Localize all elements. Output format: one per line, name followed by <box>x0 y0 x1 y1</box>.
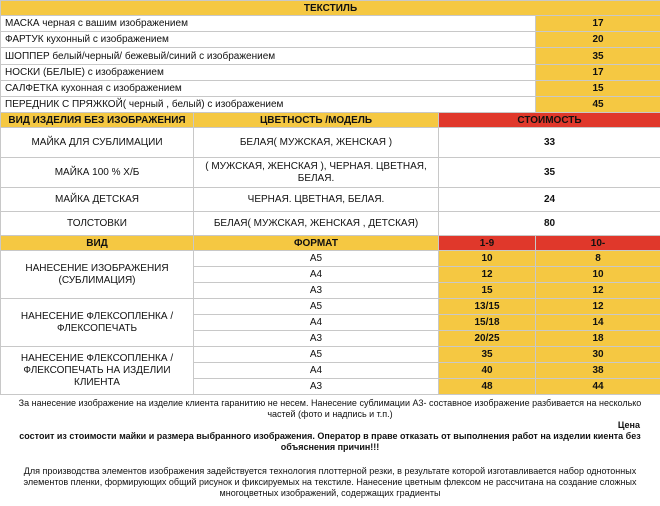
printing-price-1-9: 15 <box>439 283 536 299</box>
printing-group-name: НАНЕСЕНИЕ ФЛЕКСОПЛЕНКА /ФЛЕКСОПЕЧАТЬ <box>1 299 194 347</box>
price-composition-text: состоит из стоимости майки и размера выбранного изображения. Оператор в праве отказать от выполнения работ на изделии киента без объяснения причин!!! <box>19 431 641 452</box>
table-row <box>1 97 660 113</box>
table-row <box>1 212 660 236</box>
table-row <box>1 251 660 267</box>
column-header-kind: ВИД <box>1 236 194 251</box>
printing-price-1-9: 40 <box>439 363 536 379</box>
table-row <box>1 128 660 158</box>
textile-item-name: НОСКИ (БЕЛЫЕ) с изображением <box>1 65 536 81</box>
printing-price-10: 12 <box>536 283 660 299</box>
column-header-qty-10: 10- <box>536 236 660 251</box>
table-row <box>1 16 660 32</box>
blank-item-color: БЕЛАЯ( МУЖСКАЯ, ЖЕНСКАЯ , ДЕТСКАЯ) <box>194 212 439 236</box>
table-row <box>1 347 660 363</box>
textile-item-price: 20 <box>536 32 660 48</box>
printing-header <box>1 236 660 251</box>
table-row <box>1 32 660 48</box>
printing-price-1-9: 10 <box>439 251 536 267</box>
disclaimer-text: За нанесение изображение на изделие клиента гаранитию не несем. Нанесение сублимации А3- составное изображение разбивается на несколько частей (фото и надпись и т.п.) <box>18 398 642 419</box>
printing-price-10: 18 <box>536 331 660 347</box>
textile-item-price: 45 <box>536 97 660 113</box>
printing-price-10: 38 <box>536 363 660 379</box>
printing-price-10: 10 <box>536 267 660 283</box>
table-row <box>1 48 660 65</box>
printing-price-1-9: 20/25 <box>439 331 536 347</box>
table-row <box>1 299 660 315</box>
printing-format: А4 <box>194 363 439 379</box>
column-header-format: ФОРМАТ <box>194 236 439 251</box>
table-row <box>1 81 660 97</box>
blank-item-color: ЧЕРНАЯ. ЦВЕТНАЯ, БЕЛАЯ. <box>194 188 439 212</box>
printing-price-1-9: 35 <box>439 347 536 363</box>
column-header-item: ВИД ИЗДЕЛИЯ БЕЗ ИЗОБРАЖЕНИЯ <box>1 113 194 128</box>
printing-price-10: 12 <box>536 299 660 315</box>
blank-items-header <box>1 113 660 128</box>
printing-format: А4 <box>194 267 439 283</box>
textile-item-price: 17 <box>536 65 660 81</box>
table-row <box>1 158 660 188</box>
printing-price-10: 44 <box>536 379 660 395</box>
blank-item-name: МАЙКА ДЛЯ СУБЛИМАЦИИ <box>1 128 194 158</box>
printing-group-name: НАНЕСЕНИЕ ФЛЕКСОПЛЕНКА /ФЛЕКСОПЕЧАТЬ НА ИЗДЕЛИИ КЛИЕНТА <box>1 347 194 395</box>
printing-price-1-9: 48 <box>439 379 536 395</box>
textile-item-price: 15 <box>536 81 660 97</box>
printing-format: А3 <box>194 331 439 347</box>
printing-price-10: 14 <box>536 315 660 331</box>
blank-item-price: 33 <box>439 128 660 158</box>
printing-format: А4 <box>194 315 439 331</box>
printing-format: А5 <box>194 299 439 315</box>
section-title-textile: ТЕКСТИЛЬ <box>1 1 660 16</box>
column-header-color: ЦВЕТНОСТЬ /МОДЕЛЬ <box>194 113 439 128</box>
table-row <box>1 188 660 212</box>
blank-item-name: МАЙКА ДЕТСКАЯ <box>1 188 194 212</box>
notes-block <box>0 398 660 499</box>
printing-price-1-9: 15/18 <box>439 315 536 331</box>
printing-price-1-9: 12 <box>439 267 536 283</box>
blank-item-price: 35 <box>439 158 660 188</box>
column-header-price: СТОИМОСТЬ <box>439 113 660 128</box>
blank-item-price: 80 <box>439 212 660 236</box>
blank-item-color: ( МУЖСКАЯ, ЖЕНСКАЯ ), ЧЕРНАЯ. ЦВЕТНАЯ, БЕЛАЯ. <box>194 158 439 188</box>
textile-item-name: МАСКА черная с вашим изображением <box>1 16 536 32</box>
technology-text: Для производства элементов изображения задействуется технология плоттерной резки, в результате которой изготавливается набор однотонных элементов пленки, формирующих общий рисунок и фиксируемых на текстиле. Нанесение цветным флексом не рассчитана на создание сложных многоцветных изображений, содержащих градиенты <box>23 466 637 498</box>
printing-format: А5 <box>194 347 439 363</box>
blank-item-name: МАЙКА 100 % Х/Б <box>1 158 194 188</box>
blank-item-color: БЕЛАЯ( МУЖСКАЯ, ЖЕНСКАЯ ) <box>194 128 439 158</box>
table-row <box>1 65 660 81</box>
printing-price-10: 8 <box>536 251 660 267</box>
printing-group-name: НАНЕСЕНИЕ ИЗОБРАЖЕНИЯ (СУБЛИМАЦИЯ) <box>1 251 194 299</box>
textile-item-name: САЛФЕТКА кухонная с изображением <box>1 81 536 97</box>
printing-format: А3 <box>194 283 439 299</box>
textile-item-name: ПЕРЕДНИК С ПРЯЖКОЙ( черный , белый) с изображением <box>1 97 536 113</box>
printing-price-10: 30 <box>536 347 660 363</box>
price-label: Цена <box>617 420 640 430</box>
printing-format: А3 <box>194 379 439 395</box>
textile-item-price: 17 <box>536 16 660 32</box>
blank-item-price: 24 <box>439 188 660 212</box>
column-header-qty-1-9: 1-9 <box>439 236 536 251</box>
blank-item-name: ТОЛСТОВКИ <box>1 212 194 236</box>
printing-price-1-9: 13/15 <box>439 299 536 315</box>
printing-format: А5 <box>194 251 439 267</box>
textile-item-name: ШОППЕР белый/черный/ бежевый/синий с изображением <box>1 48 536 65</box>
textile-item-name: ФАРТУК кухонный с изображением <box>1 32 536 48</box>
textile-item-price: 35 <box>536 48 660 65</box>
